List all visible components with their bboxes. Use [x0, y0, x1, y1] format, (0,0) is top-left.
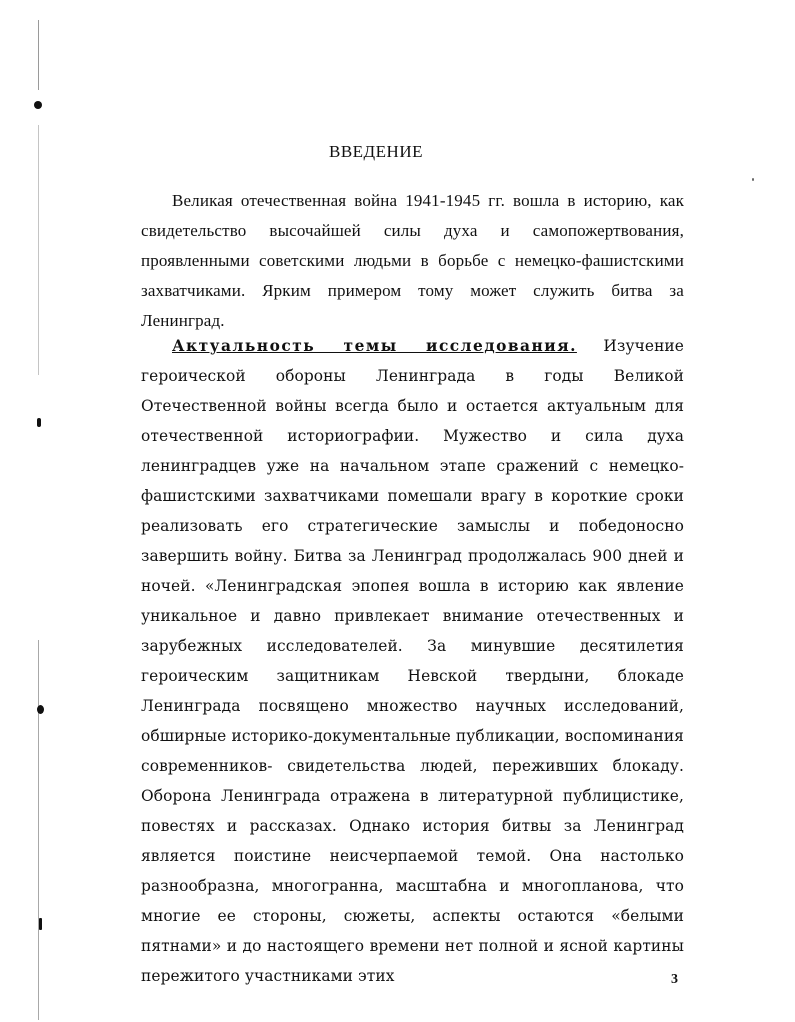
scan-edge-line: [38, 125, 39, 375]
relevance-paragraph: [141, 331, 684, 991]
relevance-body: Изучение героической обороны Ленинграда в годы Великой Отечественной войны всегда было и остается актуальным для отечественной историографии. Мужество и сила духа ленинградцев уже на начальном этапе сражений с немецко-фашистскими захватчиками помешали врагу в короткие сроки реализовать его стратегические замыслы и победоносно завершить войну. Битва за Ленинград продолжалась 900 дней и ночей. «Ленинградская эпопея вошла в историю как явление уникальное и давно привлекает внимание отечественных и зарубежных исследователей. За минувшие десятилетия героическим защитникам Невской твердыни, блокаде Ленинграда посвящено множество научных исследований, обширные историко-документальные публикации, воспоминания современников- свидетельства людей, переживших блокаду. Оборона Ленинграда отражена в литературной публицистике, повестях и рассказах. Однако история битвы за Ленинград является поистине неисчерпаемой темой. Она настолько разнообразна, многогранна, масштабна и многопланова, что многие ее стороны, сюжеты, аспекты остаются «белыми пятнами» и до настоящего времени нет полной и ясной картины пережитого участниками этих: [141, 337, 685, 986]
page-title: ВВЕДЕНИЕ: [329, 142, 423, 161]
binding-hole-mark: [37, 418, 41, 427]
scan-edge-line: [38, 20, 39, 90]
intro-paragraph: Великая отечественная война 1941-1945 гг. вошла в историю, как свидетельство высочайшей силы духа и самопожертвования, проявленными советскими людьми в борьбе с немецко-фашистскими захватчиками. Ярким примером тому может служить битва за Ленинград.: [141, 191, 684, 330]
binding-hole-mark: [34, 101, 42, 109]
page-number: 3: [671, 972, 678, 987]
binding-hole-mark: [37, 705, 44, 714]
scan-speck: [752, 178, 754, 181]
scan-edge-line: [38, 640, 39, 1020]
binding-hole-mark: [39, 918, 42, 930]
relevance-heading: Актуальность темы исследования.: [172, 337, 577, 356]
